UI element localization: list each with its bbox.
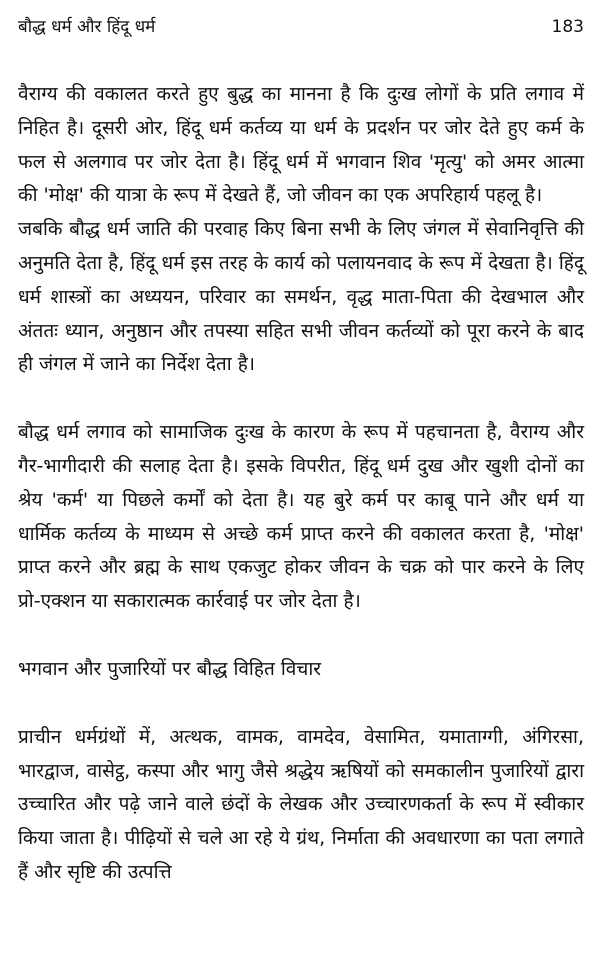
- page-number: 183: [551, 17, 584, 37]
- page-body: [18, 78, 584, 890]
- paragraph-3: बौद्ध धर्म लगाव को सामाजिक दुःख के कारण के रूप में पहचानता है, वैराग्य और गैर-भागीदारी की सलाह देता है। इसके विपरीत, हिंदू धर्म दुख और खुशी दोनों का श्रेय 'कर्म' या पिछले कर्मों को देता है। यह बुरे कर्म पर काबू पाने और धर्म या धार्मिक कर्तव्य के माध्यम से अच्छे कर्म प्राप्त करने की वकालत करता है, 'मोक्ष' प्राप्त करने और ब्रह्म के साथ एकजुट होकर जीवन के चक्र को पार करने के लिए प्रो-एक्शन या सकारात्मक कार्रवाई पर जोर देता है।: [18, 421, 584, 613]
- paragraph-2: जबकि बौद्ध धर्म जाति की परवाह किए बिना सभी के लिए जंगल में सेवानिवृत्ति की अनुमति देता है, हिंदू धर्म इस तरह के कार्य को पलायनवाद के रूप में देखता है। हिंदू धर्म शास्त्रों का अध्ययन, परिवार का समर्थन, वृद्ध माता-पिता की देखभाल और अंततः ध्यान, अनुष्ठान और तपस्या सहित सभी जीवन कर्तव्यों को पूरा करने के बाद ही जंगल में जाने का निर्देश देता है।: [18, 218, 584, 376]
- running-title: बौद्ध धर्म और हिंदू धर्म: [18, 17, 156, 37]
- page-header: [18, 14, 584, 37]
- paragraph-4: प्राचीन धर्मग्रंथों में, अत्थक, वामक, वामदेव, वेसामित, यमाताग्गी, अंगिरसा, भारद्वाज, वासेट्ठ, कस्पा और भागु जैसे श्रद्धेय ऋषियों को समकालीन पुजारियों द्वारा उच्चारित और पढ़े जाने वाले छंदों के लेखक और उच्चारणकर्ता के रूप में स्वीकार किया जाता है। पीढ़ियों से चले आ रहे ये ग्रंथ, निर्माता की अवधारणा का पता लगाते हैं और सृष्टि की उत्पत्ति: [18, 725, 584, 883]
- paragraph-1: वैराग्य की वकालत करते हुए बुद्ध का मानना है कि दुःख लोगों के प्रति लगाव में निहित है। दूसरी ओर, हिंदू धर्म कर्तव्य या धर्म के प्रदर्शन पर जोर देते हुए कर्म के फल से अलगाव पर जोर देता है। हिंदू धर्म में भगवान शिव 'मृत्यु' को अमर आत्मा की 'मोक्ष' की यात्रा के रूप में देखते हैं, जो जीवन का एक अपरिहार्य पहलू है।: [18, 83, 584, 207]
- section-heading: भगवान और पुजारियों पर बौद्ध विहित विचार: [18, 657, 322, 680]
